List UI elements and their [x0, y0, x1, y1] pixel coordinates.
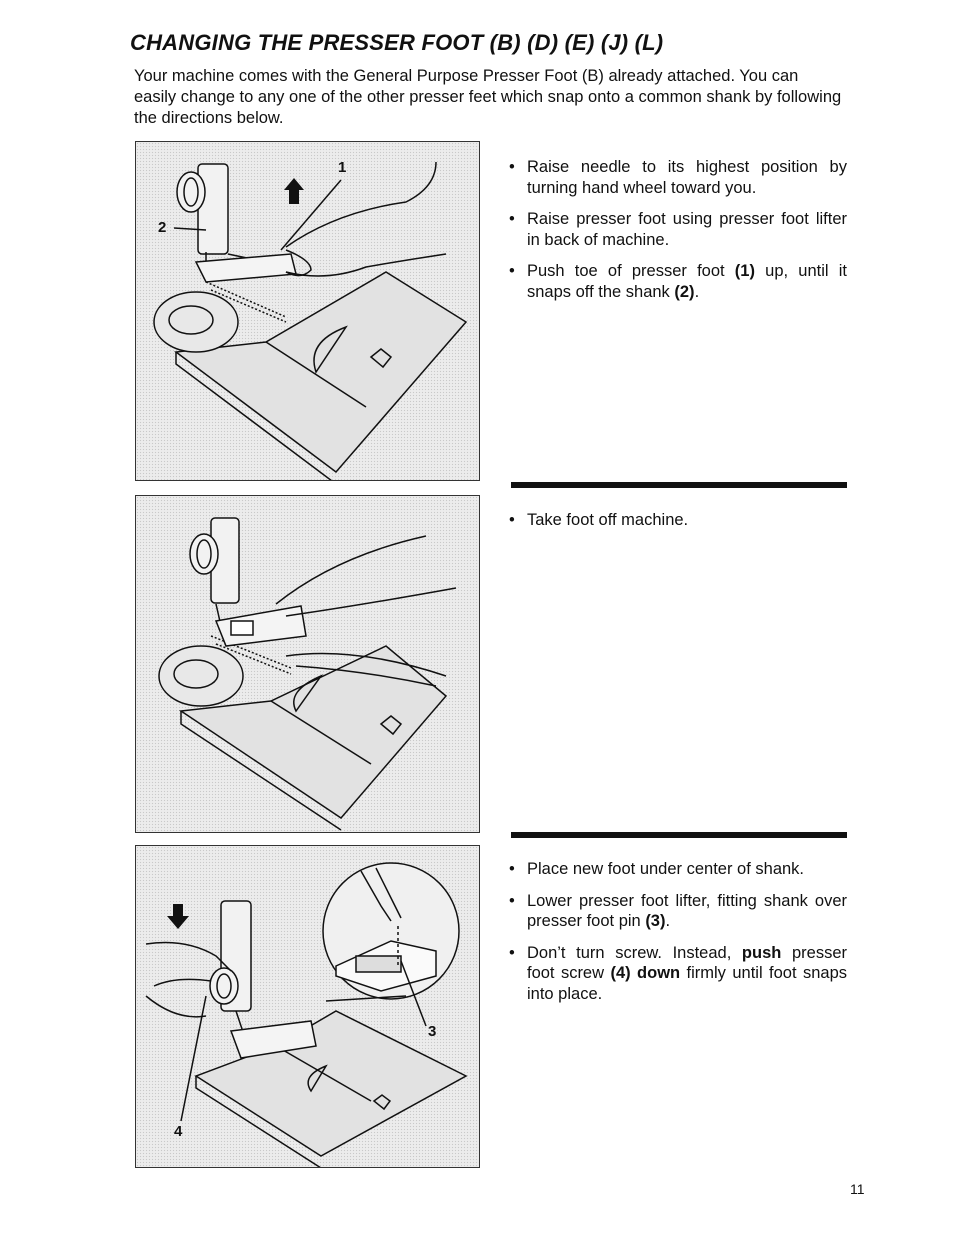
step-text: Don’t turn screw. Instead,: [527, 943, 742, 962]
steps-remove-foot: [507, 157, 847, 313]
step-text: Take foot off machine.: [527, 511, 689, 529]
bullet-icon: •: [509, 943, 515, 962]
callout-2: 2: [158, 219, 167, 236]
figure-take-foot-off: [135, 495, 480, 833]
step-text: presser foot screw: [527, 943, 847, 982]
steps-attach-new-foot: [507, 859, 847, 1015]
step-text: .: [665, 912, 671, 930]
step-item: [507, 891, 847, 932]
step-item: [507, 209, 847, 250]
step-text: Lower presser foot lifter, fitting shank over presser foot pin: [527, 891, 847, 930]
step-item: [507, 943, 847, 1005]
callout-1: 1: [338, 159, 347, 176]
down-arrow-icon: [167, 904, 189, 929]
bullet-icon: •: [509, 860, 515, 878]
bullet-icon: •: [509, 158, 515, 176]
intro-paragraph: Your machine comes with the General Purpose Presser Foot (B) already attached. You can easily change to any one of the other presser feet which snap onto a common shank by following the directions below.: [134, 67, 842, 127]
step-emphasis: (2): [674, 282, 695, 301]
step-item: [507, 510, 847, 531]
step-item: [507, 261, 847, 302]
section-divider: [511, 832, 847, 838]
figure-attach-new-foot: [135, 845, 480, 1168]
step-text: Raise needle to its highest position by turning hand wheel toward you.: [527, 158, 847, 197]
step-emphasis: (3): [645, 912, 666, 930]
step-item: [507, 157, 847, 198]
step-text: Raise presser foot using presser foot lifter in back of machine.: [527, 210, 847, 249]
page-number: 11: [850, 1181, 865, 1197]
step-text: Place new foot under center of shank.: [527, 860, 805, 878]
page-title: CHANGING THE PRESSER FOOT (B) (D) (E) (J) (L): [130, 30, 664, 55]
figure-remove-foot: [135, 141, 480, 481]
up-arrow-icon: [284, 178, 304, 204]
callout-4: 4: [174, 1123, 183, 1140]
steps-take-foot-off: [507, 510, 847, 542]
step-emphasis: push: [741, 943, 782, 962]
bullet-icon: •: [509, 210, 515, 228]
bullet-icon: •: [509, 891, 515, 910]
step-text: firmly until foot snaps into place.: [527, 964, 848, 1003]
step-item: [507, 859, 847, 880]
step-text: Push toe of presser foot: [527, 262, 735, 280]
bullet-icon: •: [509, 511, 515, 529]
step-text: up, until it snaps off the shank: [527, 262, 847, 301]
step-text: .: [694, 282, 700, 301]
section-divider: [511, 482, 847, 488]
bullet-icon: •: [509, 262, 515, 280]
step-emphasis: (4) down: [610, 964, 681, 982]
callout-3: 3: [428, 1023, 437, 1040]
step-emphasis: (1): [734, 262, 755, 280]
